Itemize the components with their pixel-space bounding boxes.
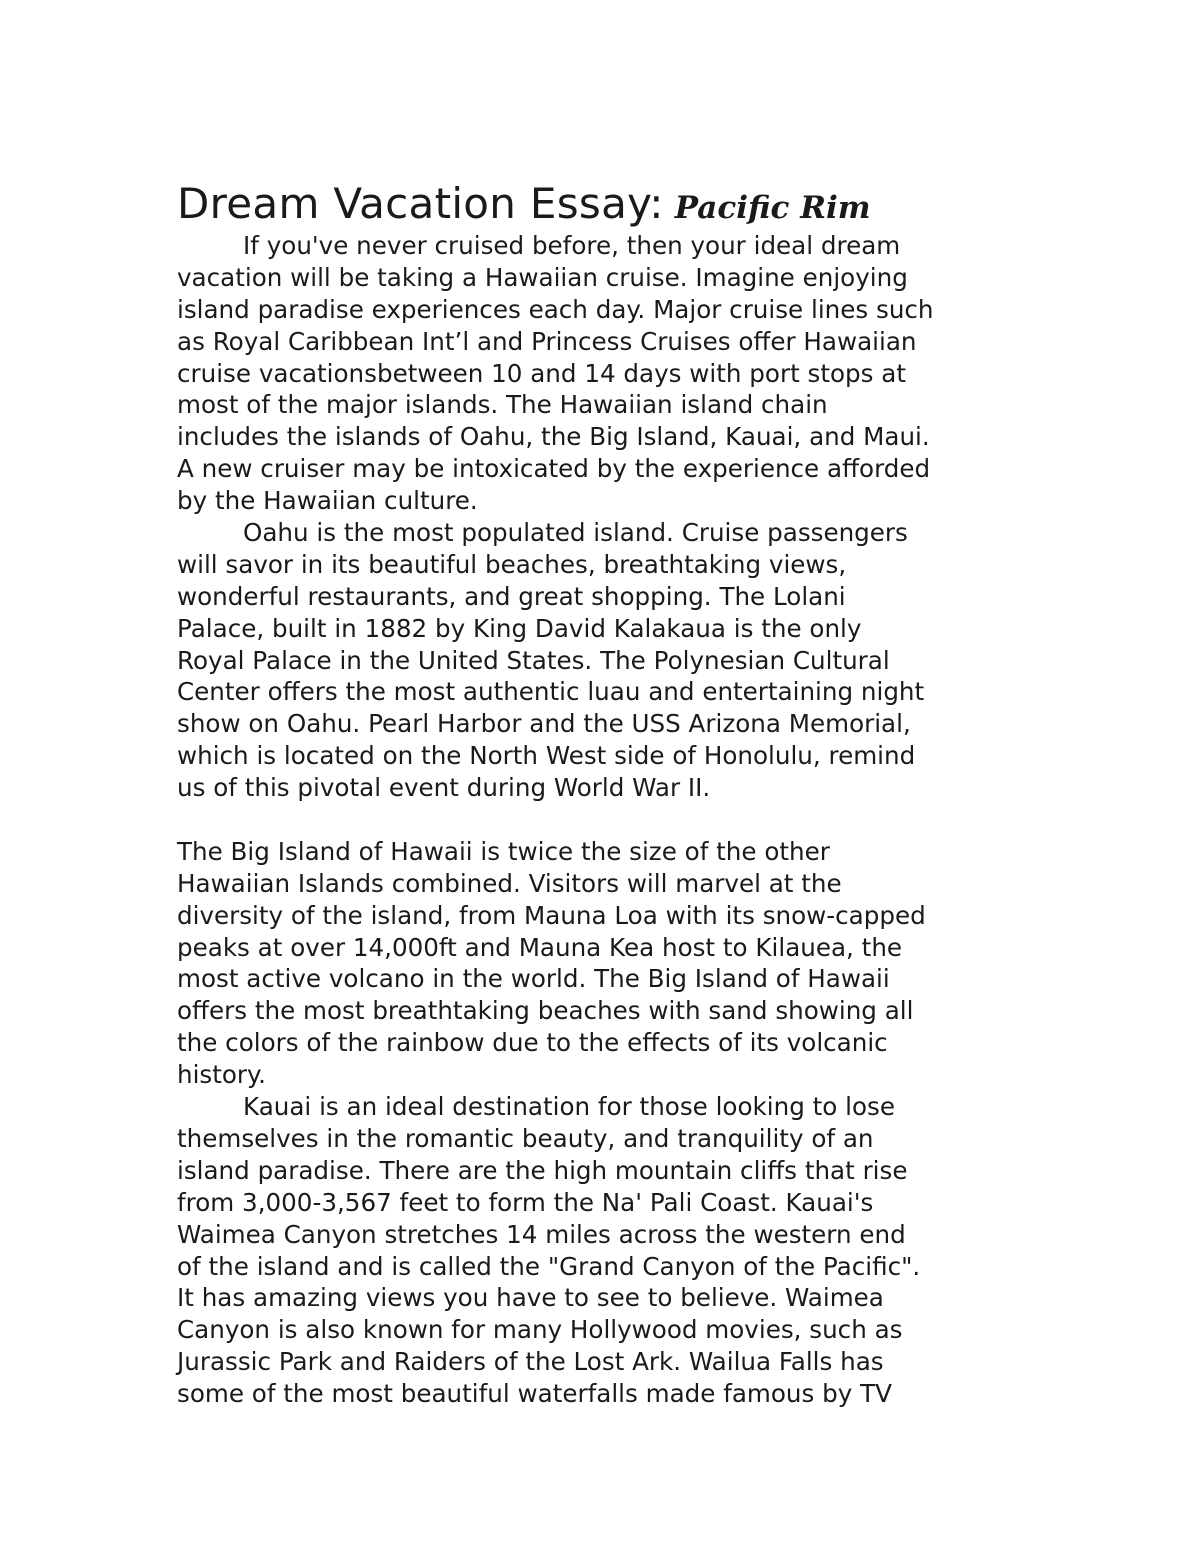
text-line: history. [177,1060,266,1090]
text-line: A new cruiser may be intoxicated by the experience afforded [177,454,931,484]
text-line: us of this pivotal event during World War II. [177,773,711,803]
text-line: wonderful restaurants, and great shopping. The Lolani [177,581,846,611]
text-line: themselves in the romantic beauty, and tranquility of an [177,1123,874,1153]
paragraph-oahu [177,517,1037,804]
text-line: Jurassic Park and Raiders of the Lost Ark. Wailua Falls has [177,1347,884,1377]
text-line: Hawaiian Islands combined. Visitors will marvel at the [177,868,842,898]
text-line: vacation will be taking a Hawaiian cruise. Imagine enjoying [177,262,908,292]
title-main: Dream Vacation Essay: [177,179,664,228]
text-line: offers the most breathtaking beaches with sand showing all [177,996,914,1026]
title-subtitle: Pacific Rim [674,190,871,226]
paragraph-kauai [177,1091,1037,1410]
text-line: show on Oahu. Pearl Harbor and the USS Arizona Memorial, [177,709,911,739]
paragraph-big-island [177,836,1037,1091]
text-line: peaks at over 14,000ft and Mauna Kea host to Kilauea, the [177,932,903,962]
text-line: the colors of the rainbow due to the effects of its volcanic [177,1028,888,1058]
text-line: most active volcano in the world. The Big Island of Hawaii [177,964,890,994]
text-line: island paradise experiences each day. Major cruise lines such [177,294,934,324]
text-line: If you've never cruised before, then your ideal dream [243,231,901,260]
text-line: island paradise. There are the high mountain cliffs that rise [177,1155,908,1185]
text-line: Waimea Canyon stretches 14 miles across the western end [177,1219,906,1249]
text-line: of the island and is called the "Grand Canyon of the Pacific". [177,1251,921,1281]
paragraph-intro [177,230,1037,517]
text-line: most of the major islands. The Hawaiian island chain [177,390,828,420]
text-line: Royal Palace in the United States. The Polynesian Cultural [177,645,890,675]
text-line: It has amazing views you have to see to believe. Waimea [177,1283,884,1313]
text-line: which is located on the North West side of Honolulu, remind [177,741,916,771]
text-line: includes the islands of Oahu, the Big Island, Kauai, and Maui. [177,422,930,452]
text-line: Palace, built in 1882 by King David Kalakaua is the only [177,613,862,643]
text-line: Canyon is also known for many Hollywood movies, such as [177,1315,903,1345]
text-line: diversity of the island, from Mauna Loa with its snow-capped [177,900,926,930]
text-line: Oahu is the most populated island. Cruise passengers [243,518,908,548]
text-line: some of the most beautiful waterfalls made famous by TV [177,1379,892,1409]
text-line: by the Hawaiian culture. [177,486,478,516]
text-line: will savor in its beautiful beaches, breathtaking views, [177,549,847,579]
blank-line [177,804,1037,836]
text-line: Kauai is an ideal destination for those looking to lose [243,1092,895,1122]
page-title [177,178,1037,230]
text-line: Center offers the most authentic luau and entertaining night [177,677,925,707]
text-line: cruise vacationsbetween 10 and 14 days with port stops at [177,358,906,388]
essay-page [177,178,1037,1410]
essay-body [177,230,1037,1410]
text-line: from 3,000-3,567 feet to form the Na' Pali Coast. Kauai's [177,1187,874,1217]
text-line: The Big Island of Hawaii is twice the size of the other [177,836,830,866]
text-line: as Royal Caribbean Int’l and Princess Cruises offer Hawaiian [177,326,917,356]
